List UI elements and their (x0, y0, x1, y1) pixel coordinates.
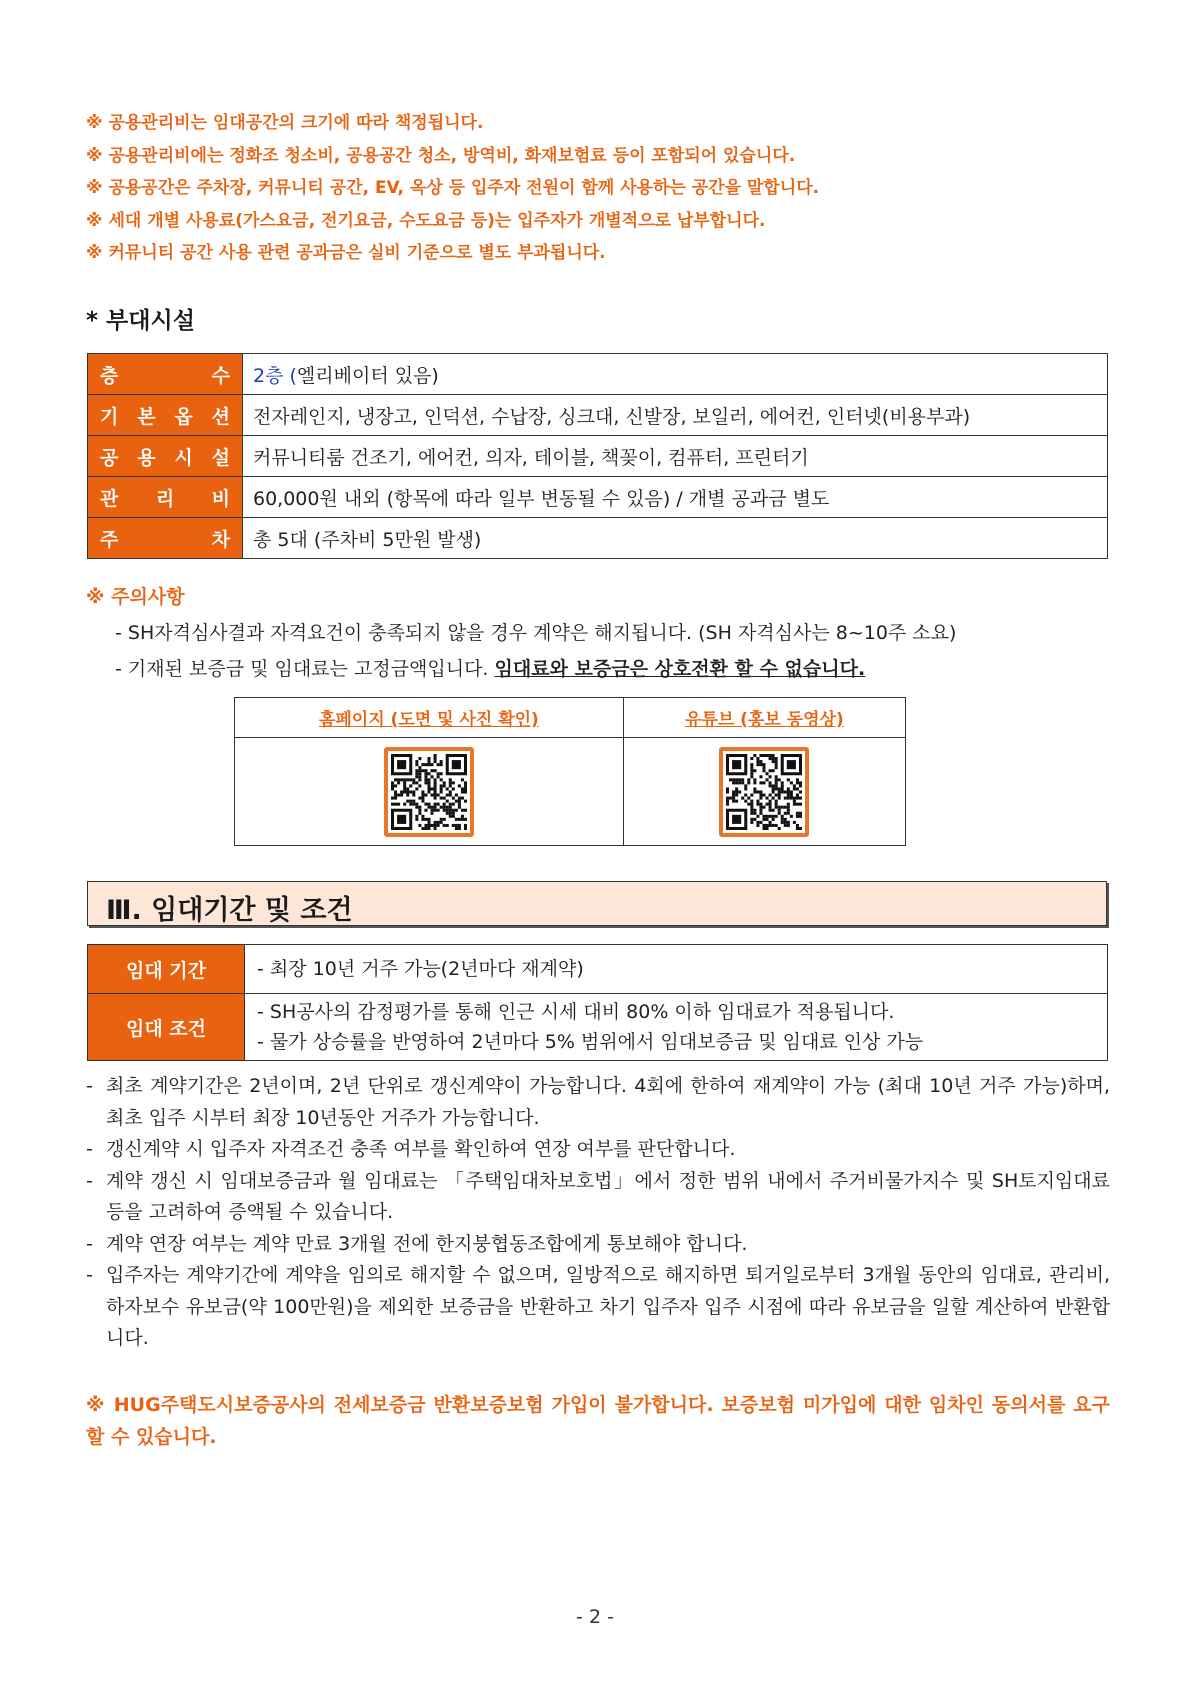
note-line: ※ 세대 개별 사용료(가스요금, 전기요금, 수도요금 등)는 입주자가 개별적으로 납부합니다. (86, 210, 766, 231)
list-item-text: 입주자는 계약기간에 계약을 임의로 해지할 수 없으며, 일방적으로 해지하면 퇴거일로부터 3개월 동안의 임대료, 관리비, 하자보수 유보금(약 100만원)을 제외한 보증금을 반환하고 차기 입주자 입주 시점에 따라 유보금을 일할 계산하여 반환합니다. (106, 1264, 1110, 1349)
caution-emphasis: 임대료와 보증금은 상호전환 할 수 없습니다. (494, 658, 866, 680)
row-value (243, 354, 1108, 395)
row-label (88, 436, 243, 477)
qr-cell (235, 738, 624, 846)
floor-highlight: 2층 ( (253, 364, 297, 387)
label-char: 본 (137, 405, 156, 428)
list-item-text: 계약 연장 여부는 계약 만료 3개월 전에 한지붕협동조합에게 통보해야 합니다. (106, 1232, 748, 1255)
caution-item: - SH자격심사결과 자격요건이 충족되지 않을 경우 계약은 해지됩니다. (SH 자격심사는 8~10주 소요) (115, 622, 957, 644)
table-row (235, 738, 906, 846)
fee-notes (86, 107, 1116, 270)
list-item: - 계약 갱신 시 임대보증금과 월 임대료는 「주택임대차보호법」에서 정한 범위 내에서 주거비물가지수 및 SH토지임대료 등을 고려하여 증액될 수 있습니다. (86, 1169, 1110, 1223)
youtube-link[interactable]: 유튜브 (홍보 동영상) (623, 698, 905, 738)
row-value: 커뮤니티룸 건조기, 에어컨, 의자, 테이블, 책꽂이, 컴퓨터, 프린터기 (243, 436, 1108, 477)
row-label (88, 395, 243, 436)
list-item: - 계약 연장 여부는 계약 만료 3개월 전에 한지붕협동조합에게 통보해야 합니다. (86, 1232, 748, 1255)
label-char: 리 (155, 487, 175, 510)
label-char: 관 (100, 487, 119, 510)
row-value: 총 5대 (주차비 5만원 발생) (243, 518, 1108, 559)
table-row (88, 518, 1108, 559)
qr-table (234, 697, 906, 846)
note-line: ※ 공용관리비에는 정화조 청소비, 공용공간 청소, 방역비, 화재보험료 등이 포함되어 있습니다. (86, 145, 796, 166)
row-label (88, 518, 243, 559)
label-char: 수 (211, 364, 230, 387)
facilities-table (87, 353, 1108, 559)
label-char: 공 (100, 446, 119, 469)
list-item-text: 최초 계약기간은 2년이며, 2년 단위로 갱신계약이 가능합니다. 4회에 한하여 재계약이 가능 (최대 10년 거주 가능)하며, 최초 입주 시부터 최장 10년동안 거주가 가능합니다. (106, 1075, 1110, 1129)
lease-terms-table (87, 944, 1108, 1061)
row-label (88, 354, 243, 395)
homepage-qr-code[interactable] (384, 747, 474, 837)
row-value: 전자레인지, 냉장고, 인덕션, 수납장, 싱크대, 신발장, 보일러, 에어컨, 인터넷(비용부과) (243, 395, 1108, 436)
note-line: ※ 커뮤니티 공간 사용 관련 공과금은 실비 기준으로 별도 부과됩니다. (86, 243, 606, 263)
label-char: 용 (137, 446, 156, 469)
table-row (88, 395, 1108, 436)
table-row (235, 698, 906, 738)
condition-line: - 물가 상승률을 반영하여 2년마다 5% 범위에서 임대보증금 및 임대료 인상 가능 (257, 1031, 924, 1053)
list-item: - 최초 계약기간은 2년이며, 2년 단위로 갱신계약이 가능합니다. 4회에 한하여 재계약이 가능 (최대 10년 거주 가능)하며, 최초 입주 시부터 최장 10년동안 거주가 가능합니다. (86, 1075, 1110, 1129)
label-char: 설 (211, 446, 230, 469)
row-value (245, 994, 1108, 1061)
label-char: 비 (211, 487, 230, 510)
warning-note: ※ HUG주택도시보증공사의 전세보증금 반환보증보험 가입이 불가합니다. 보증보험 미가입에 대한 임차인 동의서를 요구할 수 있습니다. (86, 1394, 1110, 1448)
table-row (88, 945, 1108, 994)
section-title-bar (87, 881, 1107, 926)
list-item: - 갱신계약 시 입주자 자격조건 충족 여부를 확인하여 연장 여부를 판단합니다. (86, 1138, 736, 1160)
list-item-text: 갱신계약 시 입주자 자격조건 충족 여부를 확인하여 연장 여부를 판단합니다. (106, 1138, 736, 1160)
table-row (88, 994, 1108, 1061)
facilities-heading: * 부대시설 (86, 308, 195, 334)
row-value: 60,000원 내외 (항목에 따라 일부 변동될 수 있음) / 개별 공과금 별도 (243, 477, 1108, 518)
note-line: ※ 공용공간은 주차장, 커뮤니티 공간, EV, 옥상 등 입주자 전원이 함께 사용하는 공간을 말합니다. (86, 178, 820, 198)
homepage-link[interactable]: 홈페이지 (도면 및 사진 확인) (235, 698, 624, 738)
caution-text: - 기재된 보증금 및 임대료는 고정금액입니다. (115, 658, 495, 680)
caution-title: ※ 주의사항 (86, 586, 185, 608)
row-value-text: 엘리베이터 있음) (296, 364, 439, 387)
label-char: 옵 (174, 405, 193, 428)
qr-code-icon (391, 754, 467, 830)
row-value: - 최장 10년 거주 가능(2년마다 재계약) (245, 945, 1108, 994)
caution-item (115, 654, 865, 681)
table-row (88, 354, 1108, 395)
page-number: - 2 - (576, 1606, 614, 1628)
list-item: - 입주자는 계약기간에 계약을 임의로 해지할 수 없으며, 일방적으로 해지하면 퇴거일로부터 3개월 동안의 임대료, 관리비, 하자보수 유보금(약 100만원)을 제외한 보증금을 반환하고 차기 입주자 입주 시점에 따라 유보금을 일할 계산하여 반환합니다. (86, 1264, 1110, 1349)
row-label (88, 477, 243, 518)
label-char: 층 (100, 364, 119, 387)
qr-code-icon (726, 754, 802, 830)
youtube-qr-code[interactable] (719, 747, 809, 837)
note-line: ※ 공용관리비는 임대공간의 크기에 따라 책정됩니다. (86, 113, 484, 133)
row-label: 임대 기간 (88, 945, 245, 994)
list-item-text: 계약 갱신 시 임대보증금과 월 임대료는 「주택임대차보호법」에서 정한 범위 내에서 주거비물가지수 및 SH토지임대료 등을 고려하여 증액될 수 있습니다. (106, 1169, 1110, 1223)
row-label: 임대 조건 (88, 994, 245, 1061)
qr-cell (623, 738, 905, 846)
table-row (88, 477, 1108, 518)
section-title: Ⅲ. 임대기간 및 조건 (106, 895, 353, 926)
condition-line: - SH공사의 감정평가를 통해 인근 시세 대비 80% 이하 임대료가 적용됩니다. (257, 1001, 895, 1023)
label-char: 션 (211, 405, 230, 428)
label-char: 차 (211, 528, 230, 551)
label-char: 주 (100, 528, 119, 551)
label-char: 시 (174, 446, 193, 469)
table-row (88, 436, 1108, 477)
lease-bullets (86, 1071, 1110, 1355)
label-char: 기 (100, 405, 119, 428)
